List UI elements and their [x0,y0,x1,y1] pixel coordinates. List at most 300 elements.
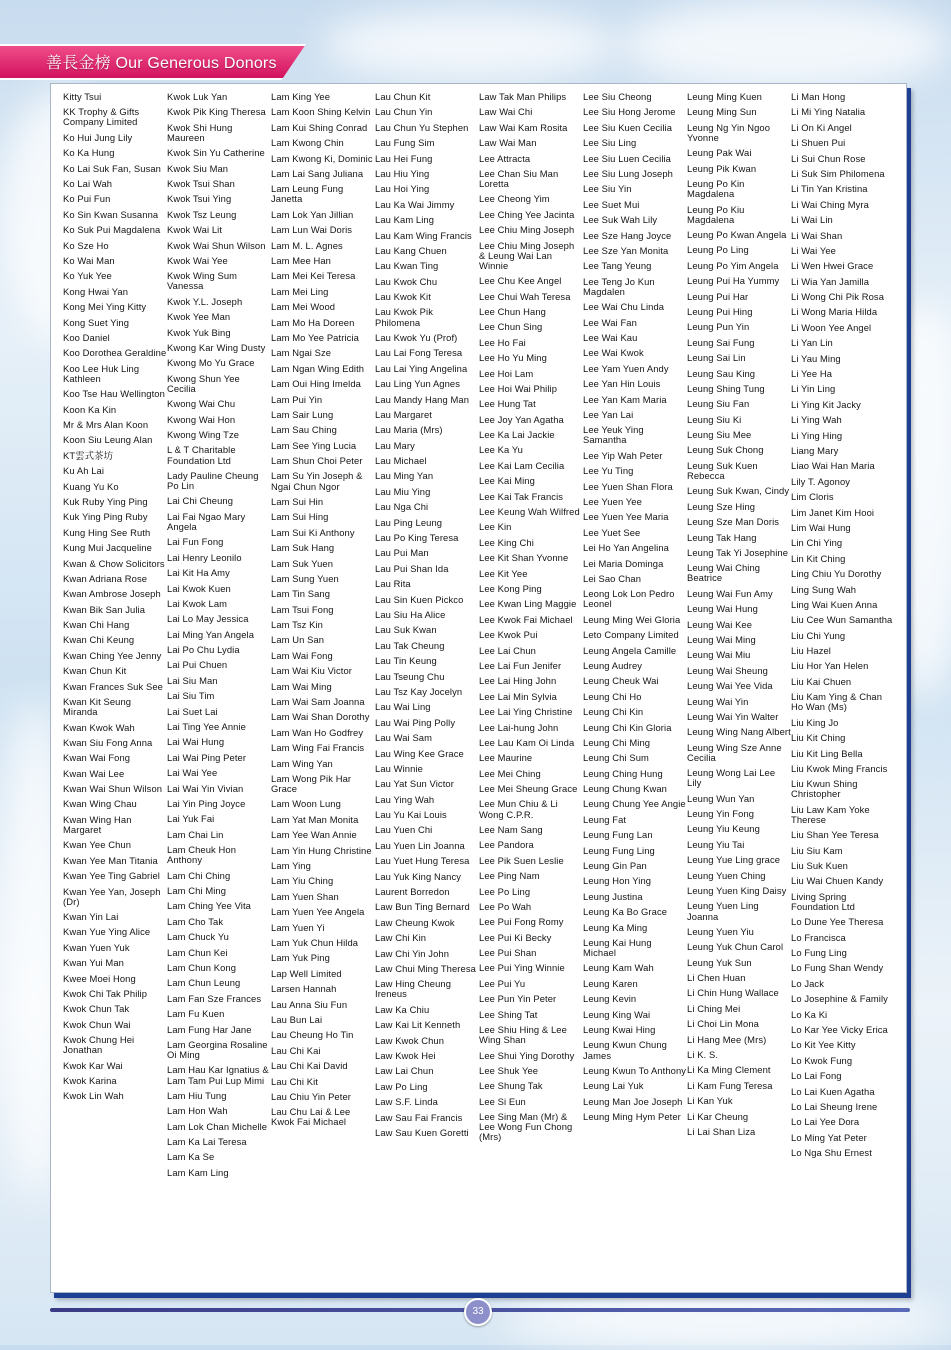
donor-name: Lai Lo May Jessica [167,613,249,625]
donor-name: Lam Yuk Ping [271,952,330,964]
donor-name: Lau Kam Wing Francis [375,229,472,241]
donor-name: Li Woon Yee Angel [791,321,872,333]
donor-name: Lau Margaret [375,408,432,420]
donor-name: Lee Po Wah [479,900,532,912]
donor-name: Leung Wai Sheung [687,664,768,676]
donor-name: Lam Mo Ha Doreen [271,316,355,328]
donor-name: Lai Po Chu Lydia [167,644,240,656]
donor-name: Li Hang Mee (Mrs) [687,1033,767,1045]
donor-name: Kwan Frances Suk See [63,680,163,692]
donor-name: Lee Sze Yan Monita [583,244,669,256]
donor-name: Lau Yuk King Nancy [375,870,462,882]
donor-name: Liu Law Kam Yoke Therese [791,803,870,825]
donor-name: Lau Suk Kwan [375,624,437,636]
donor-name: Leung Yue Ling grace [687,854,781,866]
donor-name: Law Po Ling [375,1080,428,1092]
donor-name: Koon Siu Leung Alan [63,434,153,446]
donor-name: Lai Kwok Kuen [167,582,231,594]
donor-name: Kwan Yee Yan, Joseph (Dr) [63,885,161,907]
donor-name: Li Wen Hwei Grace [791,260,874,272]
donor-name: Kwok Wai Lit [167,224,223,236]
donor-name: Lam Yuen Yi [271,921,325,933]
donor-name: Lee Hoi Lam [479,367,534,379]
donor-name: Lee Chui Wah Teresa [479,290,571,302]
donor-name: Leung Yuk Chun Carol [687,941,784,953]
donor-name: Law Cheung Kwok [375,916,455,928]
donor-name: Li Wia Yan Jamilla [791,275,870,287]
donor-name: Leung Ka Ming [583,921,648,933]
donor-name: Lau Michael [375,455,427,467]
donor-name: Lee Chun Hang [479,305,546,317]
donor-name: Lam Ching Yee Vita [167,900,251,912]
donor-name: Lam Yuen Yee Angela [271,906,365,918]
donor-name: Lee Chu Kee Angel [479,275,562,287]
donor-name: Lai Siu Tim [167,690,215,702]
donor-name: Liu Kam Ying & Chan Ho Wan (Ms) [791,691,883,713]
donor-name: Kwan Chi Keung [63,634,135,646]
donor-name: Lee Wai Kau [583,331,638,343]
donor-name: Kwan Ching Yee Jenny [63,649,162,661]
donor-name: Leung Ng Yin Ngoo Yvonne [687,121,771,143]
donor-name: Lam Hau Kar Ignatius & Lam Tam Pui Lup Mimi [167,1064,269,1086]
donor-name: Lee Siu Cheong [583,92,652,102]
donor-name: Lam Fu Kuen [167,1008,225,1020]
donor-name: Lai Kwok Lam [167,597,228,609]
donor-name: Lam Suk Hang [271,542,335,554]
donor-name: Leung Wai Ching Beatrice [687,562,761,584]
donor-name: Leung Yiu Keung [687,823,760,835]
donor-name: Lam Ka Se [167,1151,215,1163]
donor-name: Kuang Yu Ko [63,480,119,492]
donor-name: Leung Siu Ki [687,413,742,425]
donor-name: Leung Fung Ling [583,844,655,856]
donor-name: Lam Lok Yan Jillian [271,208,354,220]
donor-name: Li Ching Mei [687,1002,741,1014]
donor-name: Leung Yuen King Daisy [687,885,787,897]
donor-name: Leung Yiu Tai [687,838,745,850]
donor-name: Laurent Borredon [375,886,450,898]
donor-name: Lee Kai Lam Cecilia [479,459,565,471]
donor-name: Lau Wai Sam [375,732,433,744]
donor-name: Lee Kwok Fai Michael [479,613,573,625]
donor-name: Ling Wai Kuen Anna [791,598,878,610]
donor-name: Lei Ho Yan Angelina [583,542,669,554]
donor-name: Leung Suk Kuen Rebecca [687,459,758,481]
donor-name: Liao Wai Han Maria [791,460,875,472]
donor-name: Lau Chun Yin [375,106,433,118]
donor-name: Lee Ho Fai [479,336,526,348]
donor-name: Lee Yuen Shan Flora [583,480,673,492]
donor-name: Liu Kit Ching [791,732,846,744]
donor-name: Law Hing Cheung Ireneus [375,978,452,1000]
donor-name: Kwong Shun Yee Cecilia [167,372,240,394]
donor-name: Lai Ting Yee Annie [167,721,246,733]
donor-name: Kwan Kwok Wah [63,721,135,733]
donor-name: Kwok Pik King Theresa [167,106,266,118]
donor-name: Leung Siu Mee [687,429,752,441]
donor-name: Lai Wai Hung [167,736,225,748]
donor-name: Li Mi Ying Natalia [791,106,866,118]
donor-name: Ko Pui Fun [63,193,111,205]
donor-name: Kwong Mo Yu Grace [167,357,255,369]
donor-name: Leung Yuk Sun [687,956,752,968]
donor-name: Lee Pui Yu [479,977,526,989]
donor-name: Lam Ying [271,860,311,872]
donor-name: Lee Keung Wah Wilfred [479,506,580,518]
donor-name: Lee Kwan Ling Maggie [479,598,577,610]
donor-name: Lam Mo Yee Patricia [271,331,359,343]
donor-name: Lin Chi Ying [791,537,843,549]
donor-name: Li Lai Shan Liza [687,1125,756,1137]
donor-name: Lam Kui Shing Conrad [271,121,368,133]
donor-name: Ku Ah Lai [63,465,105,477]
donor-name: Lai Wai Yee [167,767,218,779]
donor-name: Lai Yuk Fai [167,813,215,825]
donor-name: Kung Hing See Ruth [63,526,151,538]
donor-name: Lo Lai Yee Dora [791,1116,860,1128]
donor-name: Lam Yuk Chun Hilda [271,936,359,948]
donor-name: Lee Teng Jo Kun Magdalen [583,275,655,297]
donor-name: Law Kai Lit Kenneth [375,1019,461,1031]
donor-name: Lo Francisca [791,931,846,943]
donor-name: Leung Kam Wah [583,962,654,974]
donor-name: Lau Kwok Yu (Prof) [375,331,458,343]
donor-name: Ko Hui Jung Lily [63,131,133,143]
donor-name: Lau Chi Kai [271,1044,321,1056]
donor-name: Law Bun Ting Bernard [375,901,470,913]
donor-name: Kwok Wing Sum Vanessa [167,270,238,292]
donor-name: Liu Kai Chuen [791,675,852,687]
donor-name: Mr & Mrs Alan Koon [63,419,149,430]
donor-column [271,92,375,1284]
donor-name: Ling Sung Wah [791,583,857,595]
donor-name: Ko Sze Ho [63,239,109,251]
donor-name: Lau Rita [375,578,411,590]
donor-name: Lee Kai Ming [479,475,535,487]
donor-name: Li Wai Yee [791,244,836,256]
donor-name: Lo Dune Yee Theresa [791,916,884,928]
donor-name: Lau Kam Ling [375,214,435,226]
donor-name: Lai Pui Chuen [167,659,228,671]
donor-list-panel [50,83,907,1293]
donor-name: Lau Kang Chuen [375,244,447,256]
donor-name: Li Sui Chun Rose [791,152,866,164]
donor-name: Kong Mei Ying Kitty [63,301,147,313]
donor-name: Lam Yin Hung Christine [271,844,372,856]
donor-name: Law Chi Yin John [375,947,450,959]
donor-column [167,92,271,1284]
donor-name: Lam Oui Hing Imelda [271,378,361,390]
donor-name: Ko Sin Kwan Susanna [63,208,159,220]
donor-name: Kwok Wai Yee [167,255,228,266]
donor-name: Liu Chi Yung [791,629,846,641]
donor-name: Kwan Wai Lee [63,767,125,779]
donor-name: Lam Tsz Kin [271,619,323,631]
donor-name: Lee Pandora [479,839,534,851]
donor-name: Li Choi Lin Mona [687,1018,759,1030]
donor-name: Li Wai Lin [791,214,833,226]
donor-name: Lai Suet Lai [167,705,218,717]
donor-name: Law Wai Kam Rosita [479,121,568,133]
donor-name: Koo Tse Hau Wellington [63,388,165,400]
donor-name: Lee Kit Shan Yvonne [479,552,569,564]
donor-name: Leung Ka Bo Grace [583,906,668,918]
donor-name: Leung Wing Nang Albert [687,726,791,738]
sky-cloud [620,0,950,90]
donor-name: Lee Yuet See [583,526,641,538]
donor-name: Lam Wai Shan Dorothy [271,711,370,723]
donor-name: Lau Cheung Ho Tin [271,1029,354,1041]
donor-name: Lau Pui Man [375,547,429,559]
donor-name: Lam Tsui Fong [271,603,334,615]
donor-name: Lim Wai Hung [791,521,851,533]
donor-name: Lau Chu Lai & Lee Kwok Fai Michael [271,1106,351,1128]
donor-name: Kwok Chung Hei Jonathan [63,1034,135,1056]
donor-name: Lee Yuen Yee [583,495,642,507]
donor-name: Lee Lai Ying Christine [479,706,573,718]
donor-name: Lam Mei Kei Teresa [271,270,356,282]
donor-name: Leung Ching Hung [583,767,663,779]
donor-name: Lau Nga Chi [375,501,429,513]
donor-name: Lau Chiu Yin Peter [271,1090,351,1102]
donor-name: Lau Hiu Ying [375,167,430,179]
donor-name: Lee Siu Ling [583,137,637,149]
donor-name: Lau Hei Fung [375,152,433,164]
donor-name: Lee Lau Kam Oi Linda [479,736,575,748]
donor-name: Leung Chi Ho [583,690,642,702]
donor-name: Li Yan Lin [791,337,833,349]
donor-name: Lau Bun Lai [271,1013,323,1025]
donor-name: Lam Sung Yuen [271,572,339,584]
donor-name: Leung Ming Kuen [687,92,762,102]
donor-name: Lap Well Limited [271,967,342,979]
donor-name: Lau Chun Yu Stephen [375,121,469,133]
donor-name: Lam Wing Yan [271,757,333,769]
donor-name: Kwong Kar Wing Dusty [167,342,266,354]
donor-name: Leung Chung Kwan [583,783,667,795]
donor-name: Lam Ka Lai Teresa [167,1136,247,1148]
donor-name: Kwan Wing Han Margaret [63,813,132,835]
donor-name: Kwan Chi Hang [63,619,130,631]
donor-name: Lam Yat Man Monita [271,813,359,825]
donor-name: Lam Cho Tak [167,915,224,927]
donor-name: Lee Si Eun [479,1095,526,1107]
donor-name: Liu Hor Yan Helen [791,660,869,672]
donor-name: Lin Kit Ching [791,552,846,564]
donor-name: Lee Cheong Yim [479,193,550,205]
donor-name: Li Ying Wah [791,414,842,426]
donor-name: Lee Pui Ying Winnie [479,962,565,974]
donor-name: Lam Kam Ling [167,1166,229,1178]
donor-name: Leung Sai Lin [687,352,746,364]
donor-name: Lee Attracta [479,152,531,164]
donor-name: Lee Pui Ki Becky [479,931,552,943]
donor-name: Li Wai Ching Myra [791,198,869,210]
donor-name: Kwan Yee Chun [63,839,132,851]
donor-name: Leung Wai Miu [687,649,751,661]
donor-name: Lau Yu Kai Louis [375,809,447,821]
donor-name: Lee Ping Nam [479,870,540,882]
donor-name: Law Wai Chi [479,106,533,118]
donor-name: Lam M. L. Agnes [271,239,343,251]
donor-name: Leto Company Limited [583,629,679,641]
donor-name: KK Trophy & Gifts Company Limited [63,106,140,128]
donor-name: Kwok Yee Man [167,311,231,323]
donor-name: Lee Yan Lai [583,408,634,420]
donor-name: Lee Chun Sing [479,321,543,333]
donor-name: Lau Hoi Ying [375,183,430,195]
donor-column [687,92,791,1284]
donor-name: Lau Wai Ling [375,701,431,713]
donor-name: Kwan Wai Fong [63,752,131,764]
donor-name: Lily T. Agonoy [791,475,851,487]
donor-name: Ko Wai Man [63,255,115,266]
donor-name: Leung Kwun Chung James [583,1039,667,1061]
donor-name: Leung Yuen Ching [687,869,766,881]
donor-name: Kwan Bik San Julia [63,603,146,615]
donor-name: Lam Georgina Rosaline Oi Ming [167,1038,268,1061]
donor-name: Lau Sin Kuen Pickco [375,593,464,605]
donor-name: Leung Ming Wei Gloria [583,613,681,625]
donor-name: Koo Lee Huk Ling Kathleen [63,362,140,384]
donor-name: Lee Siu Lung Joseph [583,167,673,179]
donor-name: Lee Lai Min Sylvia [479,690,557,702]
donor-name: Law Sau Fai Francis [375,1111,463,1123]
donor-name: Lai Wai Ping Peter [167,751,247,763]
donor-name: Lau Ying Wah [375,793,435,805]
donor-name: Li On Ki Angel [791,121,852,133]
page-number: 33 [464,1298,492,1326]
donor-name: Leung Yuen Ling Joanna [687,900,759,922]
donor-name: Lam Wong Pik Har Grace [271,772,352,795]
donor-name: Law Ka Chiu [375,1003,430,1015]
donor-name: Lo Ming Yat Peter [791,1131,867,1143]
donor-name: Lau Ping Leung [375,516,443,528]
donor-name: Leung Suk Kwan, Cindy [687,485,790,497]
sky-cloud [320,10,620,80]
donor-name: Lo Fung Ling [791,947,847,959]
donor-name: Leung Sze Hing [687,500,756,512]
donor-name: Lau Kwok Chu [375,275,438,287]
donor-name: Li Yau Ming [791,352,841,364]
donor-name: Lau Tsz Kay Jocelyn [375,685,463,697]
donor-name: Kwong Wing Tze [167,429,240,441]
donor-name: Kwan Yee Ting Gabriel [63,870,160,882]
donor-name: Lo Ka Ki [791,1008,828,1020]
donor-name: Kwan Wai Shun Wilson [63,783,163,795]
donor-name: Li Kam Fung Teresa [687,1079,773,1091]
donor-name: Lam Sui Hin [271,495,324,507]
donor-name: Kwan & Chow Solicitors [63,557,165,569]
donor-name: Lau Yat Sun Victor [375,778,454,790]
donor-name: Lee Shung Tak [479,1080,543,1092]
donor-name: Lam Mei Wood [271,301,336,313]
donor-name: Leung Wai Fun Amy [687,587,773,599]
donor-name: Lam Yee Wan Annie [271,829,357,841]
donor-name: Leung Pak Wai [687,147,752,159]
donor-name: Lam Wai Fong [271,649,333,661]
donor-name: Lam Tin Sang [271,588,331,600]
donor-name: Lau Yuen Lin Joanna [375,839,465,851]
donor-name: Law S.F. Linda [375,1096,438,1108]
donor-name: Kwan Adriana Rose [63,572,148,584]
donor-name: Leung Wai Hung [687,603,758,615]
donor-name: Lee Hoi Wai Philip [479,382,558,394]
donor-name: Lau Chun Kit [375,92,431,102]
donor-name: Leung Pui Hing [687,305,753,317]
donor-name: Leong Lok Lon Pedro Leonel [583,588,675,610]
donor-name: Ko Ka Hung [63,147,115,159]
donor-name: Lau Wai Ping Polly [375,716,456,728]
donor-name: Leung Lai Yuk [583,1080,644,1092]
donor-name: Liu Shan Yee Teresa [791,829,879,841]
donor-name: Kwan Siu Fong Anna [63,736,153,748]
donor-name: Leung Po Kwan Angela [687,229,787,241]
donor-name: Lee Shiu Hing & Lee Wing Shan [479,1024,567,1046]
donor-name: Lam Cheuk Hon Anthony [167,844,237,866]
donor-name: Lee Ka Yu [479,444,523,456]
donor-name: Kwan Yui Man [63,957,124,969]
donor-name: Leung Kevin [583,993,637,1005]
page-title: 善長金榜 Our Generous Donors [46,55,277,72]
donor-name: Kong Suet Ying [63,316,130,328]
donor-name: Lau Miu Ying [375,485,431,497]
donor-name: Lee Pui Shan [479,947,537,959]
donor-name: Lam Fan Sze Frances [167,992,262,1004]
donor-name: Leung Kwai Hing [583,1024,656,1036]
sky-cloud [500,1290,950,1350]
donor-name: Lam Ngai Sze [271,347,332,359]
donor-name: Larsen Hannah [271,983,337,995]
donor-name: Lee Siu Luen Cecilia [583,152,671,164]
donor-name: Lei Sao Chan [583,572,642,584]
donor-name: Lee Mei Ching [479,767,541,779]
donor-name: Lai Kit Ha Amy [167,567,230,579]
donor-name: Lam Mei Ling [271,285,329,297]
donor-name: Lee Hung Tat [479,398,536,410]
donor-name: Ko Lai Suk Fan, Susan [63,162,161,174]
donor-name: Lee Nam Sang [479,823,543,835]
donor-name: Lei Maria Dominga [583,557,664,569]
donor-name: KT雲式茶坊 [63,449,114,461]
donor-name: Lau Ling Yun Agnes [375,378,461,390]
donor-name: Lau Chi Kai David [271,1060,348,1072]
donor-name: Ko Yuk Yee [63,270,112,282]
donor-name: Lam Fung Har Jane [167,1023,252,1035]
donor-name: Leung Cheuk Wai [583,675,659,687]
donor-name: Law Tak Man Philips [479,92,567,102]
donor-name: Lee Sing Man (Mr) & Lee Wong Fun Chong (Mrs) [479,1111,573,1143]
donor-name: Lam Mee Han [271,255,331,266]
donor-column [791,92,895,1284]
donor-name: Kwan Kit Seung Miranda [63,696,132,718]
donor-name: Lau Kwok Kit [375,291,431,303]
donor-name: Kwok Tsz Leung [167,208,237,220]
donor-name: Lau Maria (Mrs) [375,424,443,436]
donor-name: Lee Yu Ting [583,465,634,477]
donor-name: Leung Kai Hung Michael [583,936,652,959]
donor-name: Lee Siu Yin [583,183,632,195]
donor-name: Lau Lai Fong Teresa [375,347,463,359]
donor-name: Li Kar Cheung [687,1110,749,1122]
donor-name: Living Spring Foundation Ltd [791,890,855,912]
donor-name: Lo Kar Yee Vicky Erica [791,1024,888,1036]
donor-name: Leung Wing Sze Anne Cecilia [687,741,782,763]
donor-name: Leung Tak Hang [687,531,757,543]
donor-name: Lee Chiu Ming Joseph [479,224,575,236]
donor-name: Leung Wai Yee Vida [687,680,773,692]
donor-name: Lam Ngan Wing Edith [271,362,365,374]
